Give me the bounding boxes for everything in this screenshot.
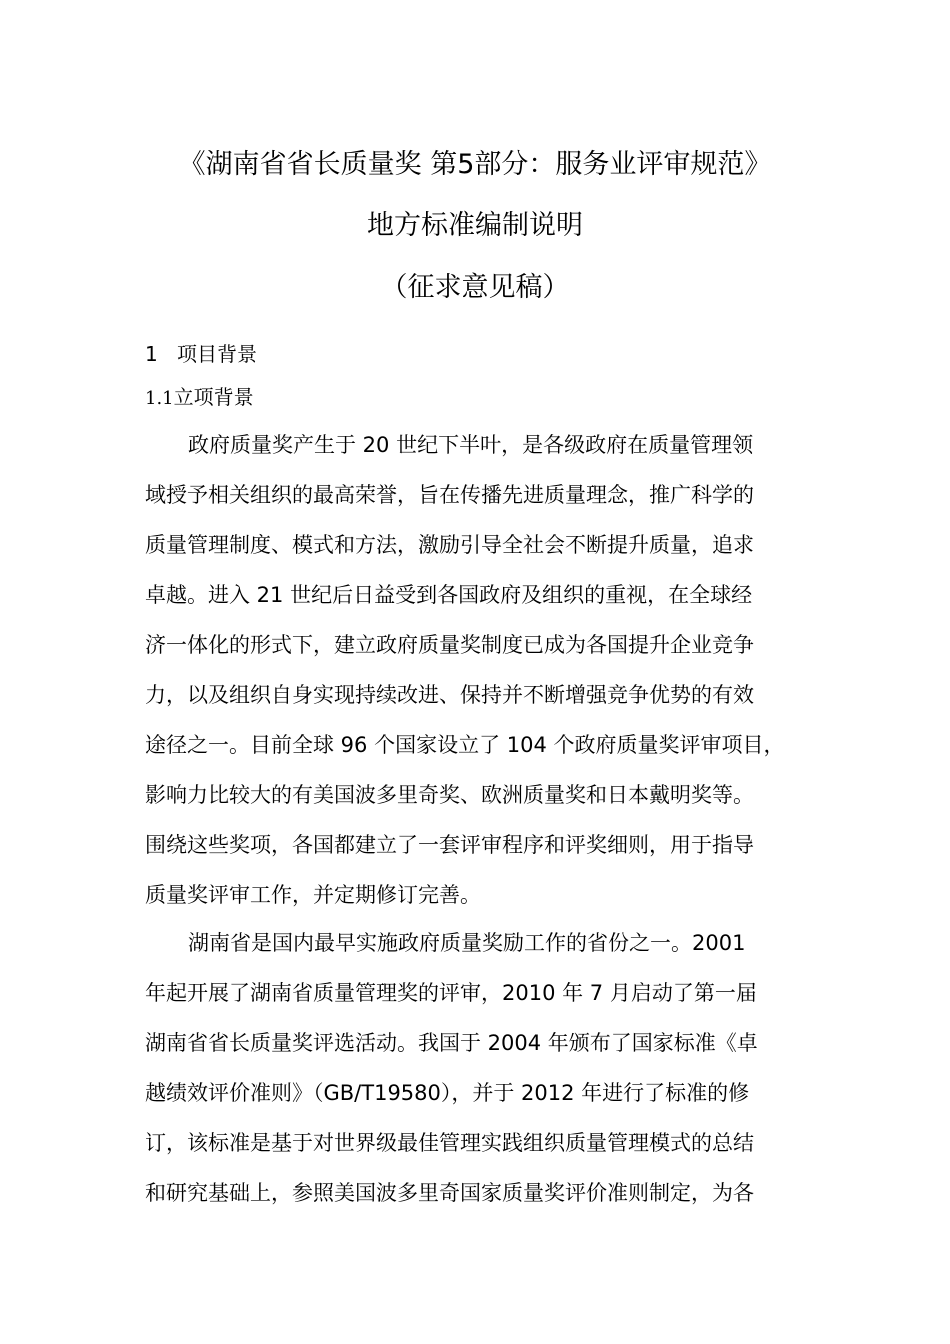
paragraph-line: 订，该标准是基于对世界级最佳管理实践组织质量管理模式的总结 <box>145 1131 754 1155</box>
subsection-number: 1.1 <box>145 388 174 409</box>
section-heading-1 <box>145 340 257 368</box>
document-title-line-3: （征求意见稿） <box>380 272 570 303</box>
section-number: 1 <box>145 342 158 366</box>
paragraph-line: 域授予相关组织的最高荣誉，旨在传播先进质量理念，推广科学的 <box>145 483 754 507</box>
paragraph-line: 质量奖评审工作，并定期修订完善。 <box>145 883 481 907</box>
paragraph-line: 和研究基础上，参照美国波多里奇国家质量奖评价准则制定，为各 <box>145 1181 754 1205</box>
paragraph-line: 政府质量奖产生于 20 世纪下半叶，是各级政府在质量管理领 <box>188 433 754 457</box>
paragraph-line: 湖南省省长质量奖评选活动。我国于 2004 年颁布了国家标准《卓 <box>145 1031 758 1055</box>
section-label: 项目背景 <box>177 342 257 366</box>
paragraph-line: 越绩效评价准则》（GB/T19580），并于 2012 年进行了标准的修 <box>145 1081 750 1105</box>
subsection-label: 立项背景 <box>173 385 254 409</box>
paragraph-line: 卓越。进入 21 世纪后日益受到各国政府及组织的重视，在全球经 <box>145 583 753 607</box>
paragraph-line: 途径之一。目前全球 96 个国家设立了 104 个政府质量奖评审项目， <box>145 733 785 757</box>
paragraph-line: 影响力比较大的有美国波多里奇奖、欧洲质量奖和日本戴明奖等。 <box>145 783 754 807</box>
paragraph-line: 力，以及组织自身实现持续改进、保持并不断增强竞争优势的有效 <box>145 683 754 707</box>
paragraph-line: 围绕这些奖项，各国都建立了一套评审程序和评奖细则，用于指导 <box>145 833 754 857</box>
paragraph-line: 年起开展了湖南省质量管理奖的评审，2010 年 7 月启动了第一届 <box>145 981 757 1005</box>
paragraph-line: 质量管理制度、模式和方法，激励引导全社会不断提升质量，追求 <box>145 533 754 557</box>
document-title-line-1: 《湖南省省长质量奖 第5部分：服务业评审规范》 <box>178 149 772 180</box>
paragraph-line: 湖南省是国内最早实施政府质量奖励工作的省份之一。2001 <box>188 931 746 955</box>
paragraph-line: 济一体化的形式下，建立政府质量奖制度已成为各国提升企业竞争 <box>145 633 754 657</box>
document-title-line-2: 地方标准编制说明 <box>367 210 583 241</box>
section-heading-1-1 <box>145 383 254 413</box>
